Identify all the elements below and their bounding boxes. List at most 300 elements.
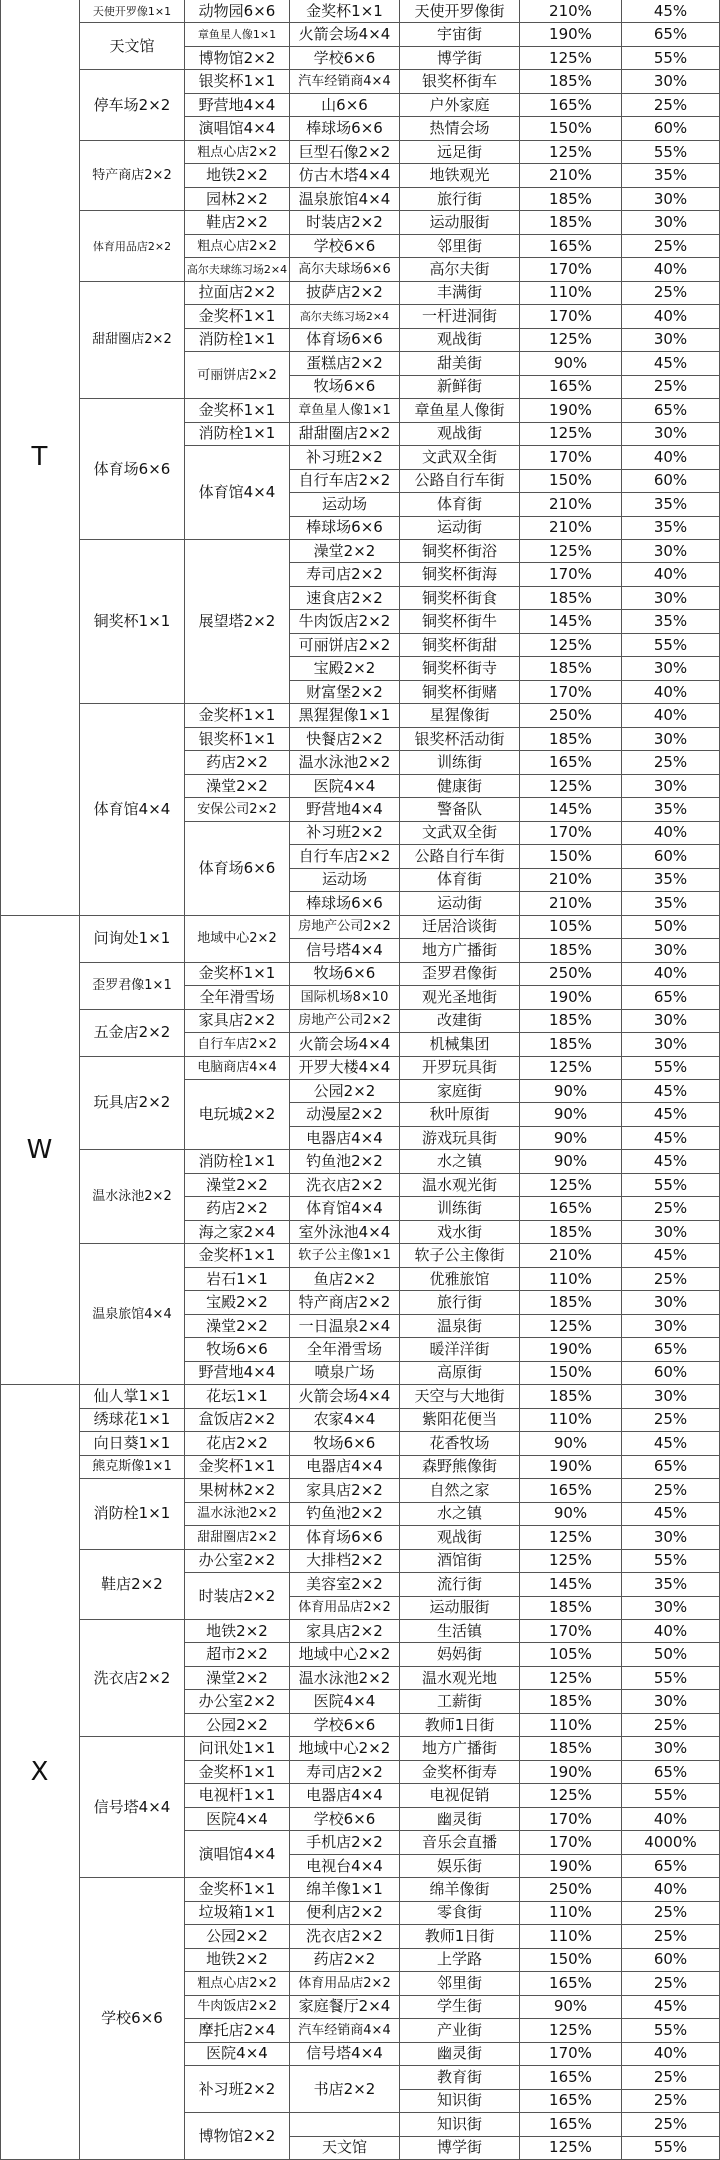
ingredient-cell: 花坛1×1	[185, 1385, 290, 1408]
location-cell: 地方广播街	[400, 1737, 520, 1760]
material-cell: 汽车经销商4×4	[290, 2019, 400, 2042]
location-cell: 博学街	[400, 2137, 520, 2160]
bonus-cell: 125%	[520, 329, 622, 352]
chance-cell: 45%	[622, 1080, 720, 1103]
material-cell: 山6×6	[290, 94, 400, 117]
location-cell: 公路自行车街	[400, 470, 520, 493]
location-cell: 学生街	[400, 1996, 520, 2019]
chance-cell: 30%	[622, 587, 720, 610]
material-cell: 寿司店2×2	[290, 1761, 400, 1784]
material-cell: 火箭会场4×4	[290, 1385, 400, 1408]
material-cell: 火箭会场4×4	[290, 23, 400, 46]
building-cell: 洗衣店2×2	[80, 1620, 185, 1737]
ingredient-cell: 药店2×2	[185, 751, 290, 774]
bonus-cell: 185%	[520, 1737, 622, 1760]
material-cell: 电器店4×4	[290, 1456, 400, 1479]
location-cell: 运动服街	[400, 1597, 520, 1620]
bonus-cell: 110%	[520, 1714, 622, 1737]
material-cell: 学校6×6	[290, 235, 400, 258]
chance-cell: 30%	[622, 211, 720, 234]
bonus-cell: 90%	[520, 352, 622, 375]
chance-cell: 55%	[622, 47, 720, 70]
ingredient-cell: 博物馆2×2	[185, 2113, 290, 2160]
chance-cell: 30%	[622, 1597, 720, 1620]
chance-cell: 30%	[622, 939, 720, 962]
location-cell: 森野熊像街	[400, 1456, 520, 1479]
bonus-cell: 125%	[520, 1174, 622, 1197]
chance-cell: 65%	[622, 1761, 720, 1784]
location-cell: 水之镇	[400, 1503, 520, 1526]
ingredient-cell: 金奖杯1×1	[185, 399, 290, 422]
material-cell: 房地产公司2×2	[290, 916, 400, 939]
material-cell: 宝殿2×2	[290, 657, 400, 680]
ingredient-cell: 摩托店2×4	[185, 2019, 290, 2042]
bonus-cell: 250%	[520, 963, 622, 986]
material-cell: 自行车店2×2	[290, 470, 400, 493]
location-cell: 酒馆街	[400, 1550, 520, 1573]
material-cell: 学校6×6	[290, 47, 400, 70]
chance-cell: 25%	[622, 1925, 720, 1948]
location-cell: 零食街	[400, 1902, 520, 1925]
location-cell: 秋叶原街	[400, 1103, 520, 1126]
material-cell: 全年滑雪场	[290, 1338, 400, 1361]
building-cell: 消防栓1×1	[80, 1479, 185, 1549]
location-cell: 新鲜街	[400, 376, 520, 399]
material-cell: 黑猩猩像1×1	[290, 704, 400, 727]
bonus-cell: 190%	[520, 986, 622, 1009]
location-cell: 地方广播街	[400, 939, 520, 962]
material-cell: 牧场6×6	[290, 1432, 400, 1455]
bonus-cell: 190%	[520, 1338, 622, 1361]
building-cell: 信号塔4×4	[80, 1737, 185, 1878]
material-cell: 电器店4×4	[290, 1784, 400, 1807]
section-letter: X	[0, 1385, 80, 2160]
ingredient-cell: 粗点心店2×2	[185, 141, 290, 164]
location-cell: 公路自行车街	[400, 845, 520, 868]
ingredient-cell: 家具店2×2	[185, 1010, 290, 1033]
ingredient-cell: 消防栓1×1	[185, 1150, 290, 1173]
location-cell: 迁居洽谈街	[400, 916, 520, 939]
building-cell: 向日葵1×1	[80, 1432, 185, 1455]
location-cell: 机械集团	[400, 1033, 520, 1056]
location-cell: 改建街	[400, 1010, 520, 1033]
material-cell: 动漫屋2×2	[290, 1103, 400, 1126]
material-cell: 药店2×2	[290, 1949, 400, 1972]
bonus-cell: 150%	[520, 1362, 622, 1385]
building-cell: 温水泳池2×2	[80, 1150, 185, 1244]
location-cell: 户外家庭	[400, 94, 520, 117]
location-cell: 旅行街	[400, 1291, 520, 1314]
material-cell: 可丽饼店2×2	[290, 634, 400, 657]
chance-cell: 30%	[622, 1385, 720, 1408]
material-cell: 一日温泉2×4	[290, 1315, 400, 1338]
chance-cell: 55%	[622, 1174, 720, 1197]
location-cell: 戏水街	[400, 1221, 520, 1244]
building-cell: 天使开罗像1×1	[80, 0, 185, 23]
location-cell: 铜奖杯街海	[400, 563, 520, 586]
location-cell: 开罗玩具街	[400, 1057, 520, 1080]
chance-cell: 40%	[622, 2043, 720, 2066]
bonus-cell: 125%	[520, 47, 622, 70]
location-cell: 水之镇	[400, 1150, 520, 1173]
bonus-cell: 185%	[520, 657, 622, 680]
material-cell: 仿古木塔4×4	[290, 164, 400, 187]
bonus-cell: 185%	[520, 1221, 622, 1244]
location-cell: 教师1日街	[400, 1714, 520, 1737]
material-cell: 披萨店2×2	[290, 282, 400, 305]
location-cell: 宇宙街	[400, 23, 520, 46]
ingredient-cell: 牛肉饭店2×2	[185, 1996, 290, 2019]
chance-cell: 30%	[622, 775, 720, 798]
bonus-cell: 90%	[520, 1103, 622, 1126]
chance-cell: 65%	[622, 1456, 720, 1479]
chance-cell: 35%	[622, 164, 720, 187]
ingredient-cell: 地域中心2×2	[185, 916, 290, 963]
building-cell: 学校6×6	[80, 1878, 185, 2160]
ingredient-cell: 药店2×2	[185, 1197, 290, 1220]
chance-cell: 55%	[622, 141, 720, 164]
ingredient-cell: 岩石1×1	[185, 1268, 290, 1291]
ingredient-cell: 高尔夫球练习场2×4	[185, 258, 290, 281]
chance-cell: 55%	[622, 1667, 720, 1690]
ingredient-cell: 消防栓1×1	[185, 423, 290, 446]
chance-cell: 60%	[622, 470, 720, 493]
ingredient-cell: 章鱼星人像1×1	[185, 23, 290, 46]
bonus-cell: 170%	[520, 446, 622, 469]
ingredient-cell: 金奖杯1×1	[185, 1456, 290, 1479]
material-cell: 体育用品店2×2	[290, 1972, 400, 1995]
material-cell: 高尔夫球场6×6	[290, 258, 400, 281]
bonus-cell: 125%	[520, 2137, 622, 2160]
chance-cell: 40%	[622, 1878, 720, 1901]
bonus-cell: 165%	[520, 94, 622, 117]
material-cell: 室外泳池4×4	[290, 1221, 400, 1244]
material-cell: 美容室2×2	[290, 1573, 400, 1596]
bonus-cell: 170%	[520, 1620, 622, 1643]
ingredient-cell: 全年滑雪场	[185, 986, 290, 1009]
bonus-cell: 150%	[520, 1949, 622, 1972]
bonus-cell: 190%	[520, 1456, 622, 1479]
bonus-cell: 150%	[520, 845, 622, 868]
ingredient-cell: 牧场6×6	[185, 1338, 290, 1361]
material-cell: 学校6×6	[290, 1808, 400, 1831]
ingredient-cell: 野营地4×4	[185, 1362, 290, 1385]
location-cell: 文武双全街	[400, 446, 520, 469]
location-cell: 旅行街	[400, 188, 520, 211]
material-cell: 医院4×4	[290, 775, 400, 798]
chance-cell: 65%	[622, 1855, 720, 1878]
chance-cell: 45%	[622, 352, 720, 375]
bonus-cell: 105%	[520, 1643, 622, 1666]
ingredient-cell: 公园2×2	[185, 1925, 290, 1948]
ingredient-cell: 花店2×2	[185, 1432, 290, 1455]
chance-cell: 40%	[622, 446, 720, 469]
material-cell: 牧场6×6	[290, 963, 400, 986]
ingredient-cell: 电玩城2×2	[185, 1080, 290, 1150]
bonus-cell: 210%	[520, 1244, 622, 1267]
location-cell: 银奖杯街车	[400, 70, 520, 93]
bonus-cell: 210%	[520, 517, 622, 540]
bonus-cell: 190%	[520, 1855, 622, 1878]
ingredient-cell: 医院4×4	[185, 1808, 290, 1831]
chance-cell: 35%	[622, 493, 720, 516]
location-cell: 铜奖杯街赌	[400, 681, 520, 704]
material-cell: 公园2×2	[290, 1080, 400, 1103]
bonus-cell: 125%	[520, 1784, 622, 1807]
bonus-cell: 145%	[520, 610, 622, 633]
chance-cell: 45%	[622, 0, 720, 23]
material-cell: 野营地4×4	[290, 798, 400, 821]
ingredient-cell: 金奖杯1×1	[185, 704, 290, 727]
bonus-cell: 150%	[520, 470, 622, 493]
location-cell: 幽灵街	[400, 2043, 520, 2066]
bonus-cell: 185%	[520, 1010, 622, 1033]
ingredient-cell: 演唱馆4×4	[185, 117, 290, 140]
chance-cell: 25%	[622, 1902, 720, 1925]
location-cell: 运动街	[400, 517, 520, 540]
material-cell: 速食店2×2	[290, 587, 400, 610]
material-cell: 洗衣店2×2	[290, 1925, 400, 1948]
chance-cell: 50%	[622, 916, 720, 939]
location-cell: 优雅旅馆	[400, 1268, 520, 1291]
chance-cell: 65%	[622, 399, 720, 422]
location-cell: 教师1日街	[400, 1925, 520, 1948]
material-cell: 钓鱼池2×2	[290, 1503, 400, 1526]
material-cell: 电视台4×4	[290, 1855, 400, 1878]
chance-cell: 65%	[622, 1338, 720, 1361]
material-cell: 钓鱼池2×2	[290, 1150, 400, 1173]
bonus-cell: 185%	[520, 728, 622, 751]
location-cell: 丰满街	[400, 282, 520, 305]
chance-cell: 35%	[622, 610, 720, 633]
bonus-cell: 170%	[520, 305, 622, 328]
material-cell: 绵羊像1×1	[290, 1878, 400, 1901]
material-cell: 棒球场6×6	[290, 517, 400, 540]
location-cell: 电视促销	[400, 1784, 520, 1807]
chance-cell: 55%	[622, 634, 720, 657]
chance-cell: 65%	[622, 986, 720, 1009]
material-cell: 蛋糕店2×2	[290, 352, 400, 375]
location-cell: 金奖杯街寿	[400, 1761, 520, 1784]
material-cell: 高尔夫练习场2×4	[290, 305, 400, 328]
bonus-cell: 125%	[520, 1550, 622, 1573]
bonus-cell: 210%	[520, 493, 622, 516]
building-cell: 体育用品店2×2	[80, 211, 185, 281]
building-cell: 玩具店2×2	[80, 1057, 185, 1151]
material-cell: 信号塔4×4	[290, 2043, 400, 2066]
location-cell: 温泉街	[400, 1315, 520, 1338]
bonus-cell: 165%	[520, 1972, 622, 1995]
location-cell: 运动街	[400, 892, 520, 915]
material-cell: 运动场	[290, 869, 400, 892]
bonus-cell: 150%	[520, 117, 622, 140]
bonus-cell: 170%	[520, 1808, 622, 1831]
material-cell	[290, 2113, 400, 2136]
material-cell: 房地产公司2×2	[290, 1010, 400, 1033]
material-cell: 学校6×6	[290, 1714, 400, 1737]
location-cell: 高原街	[400, 1362, 520, 1385]
chance-cell: 25%	[622, 1972, 720, 1995]
ingredient-cell: 金奖杯1×1	[185, 1878, 290, 1901]
material-cell: 喷泉广场	[290, 1362, 400, 1385]
chance-cell: 35%	[622, 869, 720, 892]
bonus-cell: 125%	[520, 1315, 622, 1338]
location-cell: 绵羊像街	[400, 1878, 520, 1901]
chance-cell: 25%	[622, 1268, 720, 1291]
bonus-cell: 185%	[520, 1291, 622, 1314]
bonus-cell: 90%	[520, 1503, 622, 1526]
ingredient-cell: 金奖杯1×1	[185, 963, 290, 986]
location-cell: 训练街	[400, 751, 520, 774]
chance-cell: 30%	[622, 423, 720, 446]
bonus-cell: 110%	[520, 1409, 622, 1432]
ingredient-cell: 金奖杯1×1	[185, 1761, 290, 1784]
material-cell: 汽车经销商4×4	[290, 70, 400, 93]
ingredient-cell: 体育馆4×4	[185, 446, 290, 540]
bonus-cell: 190%	[520, 23, 622, 46]
chance-cell: 30%	[622, 657, 720, 680]
location-cell: 工薪街	[400, 1690, 520, 1713]
location-cell: 地铁观光	[400, 164, 520, 187]
chance-cell: 45%	[622, 1103, 720, 1126]
ingredient-cell: 澡堂2×2	[185, 775, 290, 798]
location-cell: 观战街	[400, 423, 520, 446]
building-cell: 停车场2×2	[80, 70, 185, 140]
material-cell: 开罗大楼4×4	[290, 1057, 400, 1080]
ingredient-cell: 金奖杯1×1	[185, 1244, 290, 1267]
location-cell: 知识街	[400, 2090, 520, 2113]
chance-cell: 25%	[622, 235, 720, 258]
bonus-cell: 170%	[520, 1831, 622, 1854]
chance-cell: 40%	[622, 963, 720, 986]
material-cell: 体育场6×6	[290, 329, 400, 352]
chance-cell: 60%	[622, 117, 720, 140]
location-cell: 博学街	[400, 47, 520, 70]
ingredient-cell: 银奖杯1×1	[185, 70, 290, 93]
chance-cell: 25%	[622, 1197, 720, 1220]
bonus-cell: 90%	[520, 1127, 622, 1150]
building-cell: 鞋店2×2	[80, 1550, 185, 1620]
bonus-cell: 210%	[520, 892, 622, 915]
bonus-cell: 125%	[520, 423, 622, 446]
material-cell: 书店2×2	[290, 2066, 400, 2113]
building-cell: 熊克斯像1×1	[80, 1456, 185, 1479]
bonus-cell: 110%	[520, 1268, 622, 1291]
chance-cell: 30%	[622, 188, 720, 211]
chance-cell: 25%	[622, 751, 720, 774]
building-cell: 歪罗君像1×1	[80, 963, 185, 1010]
building-cell: 仙人掌1×1	[80, 1385, 185, 1408]
chance-cell: 60%	[622, 1362, 720, 1385]
chance-cell: 35%	[622, 1573, 720, 1596]
chance-cell: 40%	[622, 1808, 720, 1831]
chance-cell: 30%	[622, 1291, 720, 1314]
material-cell: 鱼店2×2	[290, 1268, 400, 1291]
bonus-cell: 190%	[520, 399, 622, 422]
chance-cell: 30%	[622, 1221, 720, 1244]
material-cell: 特产商店2×2	[290, 1291, 400, 1314]
material-cell: 棒球场6×6	[290, 117, 400, 140]
bonus-cell: 125%	[520, 634, 622, 657]
material-cell: 牧场6×6	[290, 376, 400, 399]
material-cell: 火箭会场4×4	[290, 1033, 400, 1056]
material-cell: 地域中心2×2	[290, 1643, 400, 1666]
location-cell: 自然之家	[400, 1479, 520, 1502]
ingredient-cell: 地铁2×2	[185, 1949, 290, 1972]
location-cell: 幽灵街	[400, 1808, 520, 1831]
location-cell: 铜奖杯街甜	[400, 634, 520, 657]
chance-cell: 40%	[622, 305, 720, 328]
location-cell: 产业街	[400, 2019, 520, 2042]
chance-cell: 30%	[622, 1033, 720, 1056]
ingredient-cell: 澡堂2×2	[185, 1667, 290, 1690]
location-cell: 体育街	[400, 869, 520, 892]
chance-cell: 40%	[622, 681, 720, 704]
ingredient-cell: 地铁2×2	[185, 1620, 290, 1643]
ingredient-cell: 时装店2×2	[185, 1573, 290, 1620]
bonus-cell: 185%	[520, 188, 622, 211]
location-cell: 温水观光街	[400, 1174, 520, 1197]
location-cell: 观战街	[400, 1526, 520, 1549]
material-cell: 电器店4×4	[290, 1127, 400, 1150]
location-cell: 游戏玩具街	[400, 1127, 520, 1150]
building-cell: 特产商店2×2	[80, 141, 185, 211]
bonus-cell: 110%	[520, 282, 622, 305]
chance-cell: 30%	[622, 70, 720, 93]
chance-cell: 30%	[622, 1690, 720, 1713]
material-cell: 自行车店2×2	[290, 845, 400, 868]
material-cell: 软子公主像1×1	[290, 1244, 400, 1267]
chance-cell: 30%	[622, 540, 720, 563]
bonus-cell: 125%	[520, 141, 622, 164]
location-cell: 训练街	[400, 1197, 520, 1220]
ingredient-cell: 消防栓1×1	[185, 329, 290, 352]
material-cell: 国际机场8×10	[290, 986, 400, 1009]
material-cell: 手机店2×2	[290, 1831, 400, 1854]
chance-cell: 30%	[622, 1526, 720, 1549]
material-cell: 家具店2×2	[290, 1479, 400, 1502]
bonus-cell: 185%	[520, 70, 622, 93]
material-cell: 财富堡2×2	[290, 681, 400, 704]
location-cell: 铜奖杯街牛	[400, 610, 520, 633]
material-cell: 甜甜圈店2×2	[290, 423, 400, 446]
bonus-cell: 90%	[520, 1996, 622, 2019]
location-cell: 紫阳花便当	[400, 1409, 520, 1432]
chance-cell: 40%	[622, 563, 720, 586]
ingredient-cell: 体育场6×6	[185, 822, 290, 916]
material-cell: 章鱼星人像1×1	[290, 399, 400, 422]
location-cell: 章鱼星人像街	[400, 399, 520, 422]
location-cell: 文武双全街	[400, 822, 520, 845]
material-cell: 金奖杯1×1	[290, 0, 400, 23]
location-cell: 体育街	[400, 493, 520, 516]
chance-cell: 30%	[622, 1737, 720, 1760]
chance-cell: 45%	[622, 1503, 720, 1526]
ingredient-cell: 动物园6×6	[185, 0, 290, 23]
ingredient-cell: 博物馆2×2	[185, 47, 290, 70]
chance-cell: 35%	[622, 892, 720, 915]
ingredient-cell: 粗点心店2×2	[185, 235, 290, 258]
chance-cell: 25%	[622, 282, 720, 305]
bonus-cell: 90%	[520, 1080, 622, 1103]
bonus-cell: 165%	[520, 235, 622, 258]
bonus-cell: 185%	[520, 587, 622, 610]
location-cell: 铜奖杯街寺	[400, 657, 520, 680]
location-cell: 警备队	[400, 798, 520, 821]
bonus-cell: 125%	[520, 1057, 622, 1080]
material-cell: 巨型石像2×2	[290, 141, 400, 164]
material-cell: 牛肉饭店2×2	[290, 610, 400, 633]
